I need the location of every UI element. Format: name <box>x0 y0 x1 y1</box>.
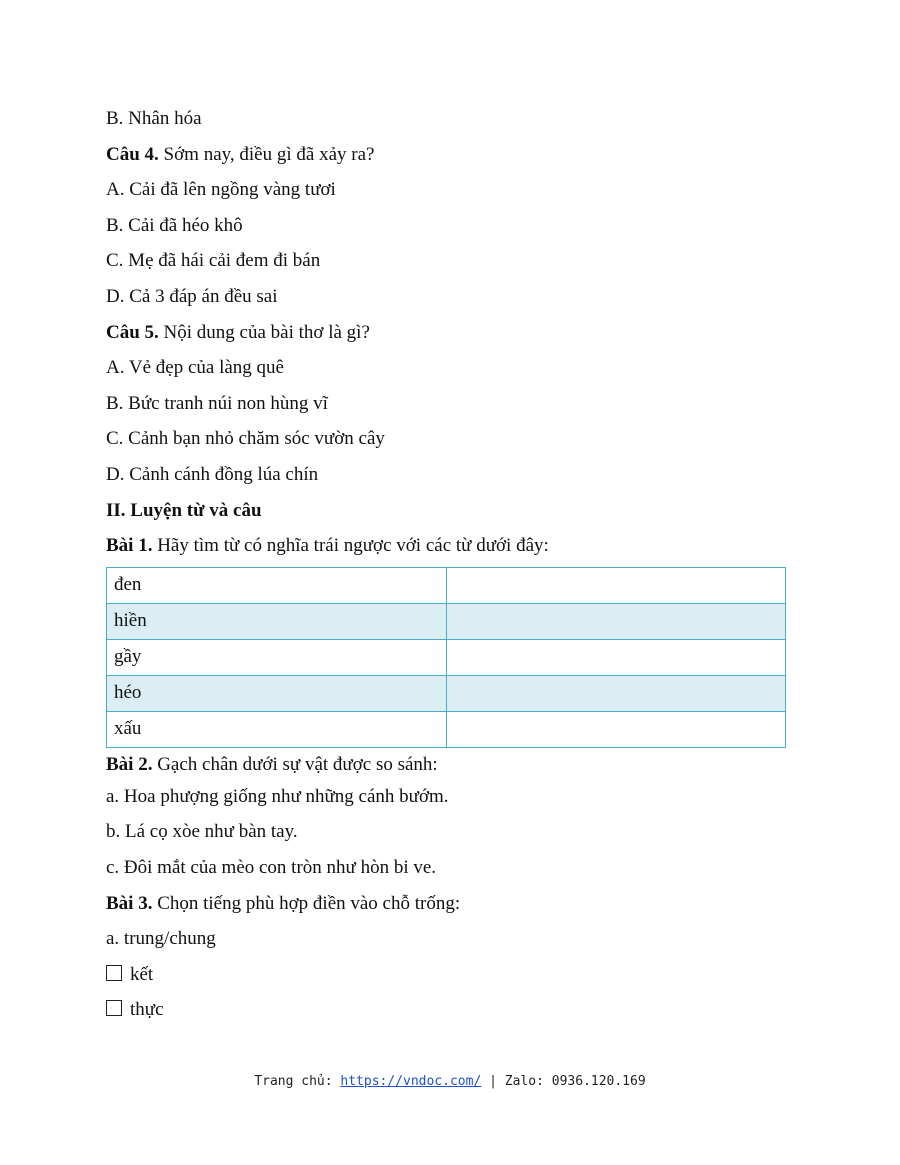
question-5-text: Nội dung của bài thơ là gì? <box>158 321 370 343</box>
q5-option-d: D. Cảnh cánh đồng lúa chín <box>106 463 319 485</box>
table-cell-answer[interactable] <box>446 639 786 675</box>
checkbox-icon[interactable] <box>106 1000 122 1016</box>
q4-option-a: A. Cải đã lên ngồng vàng tươi <box>106 179 336 201</box>
q5-option-a: A. Vẻ đẹp của làng quê <box>106 357 284 379</box>
table-cell-word: đen <box>107 567 447 603</box>
exercise-3-item-a: a. trung/chung <box>106 928 216 950</box>
antonym-table <box>106 567 786 748</box>
table-cell-word: héo <box>107 675 447 711</box>
exercise-1-text: Hãy tìm từ có nghĩa trái ngược với các từ dưới đây: <box>152 535 549 557</box>
question-4 <box>106 140 796 176</box>
exercise-3-label: Bài 3. <box>106 892 153 914</box>
exercise-2-item-c: c. Đôi mắt của mèo con tròn như hòn bi ve. <box>106 856 437 878</box>
q4-option-c: C. Mẹ đã hái cải đem đi bán <box>106 250 321 272</box>
exercise-2-label: Bài 2. <box>106 753 153 775</box>
exercise-1 <box>106 531 796 567</box>
document-body <box>106 104 796 1031</box>
exercise-2-item-b: b. Lá cọ xòe như bàn tay. <box>106 821 298 843</box>
table-cell-answer[interactable] <box>446 567 786 603</box>
q5-option-c: C. Cảnh bạn nhỏ chăm sóc vườn cây <box>106 428 385 450</box>
table-cell-word: xấu <box>107 711 447 747</box>
checkbox-icon[interactable] <box>106 965 122 981</box>
exercise-3-text: Chọn tiếng phù hợp điền vào chỗ trống: <box>152 892 461 914</box>
table-cell-word: gầy <box>107 639 447 675</box>
page-footer <box>0 1074 900 1089</box>
exercise-2 <box>106 750 796 782</box>
footer-suffix: | Zalo: 0936.120.169 <box>481 1074 646 1089</box>
table-row <box>107 711 786 747</box>
q5-option-b: B. Bức tranh núi non hùng vĩ <box>106 392 328 414</box>
exercise-3-option-2 <box>106 995 796 1031</box>
exercise-3-option-1 <box>106 960 796 996</box>
table-row <box>107 603 786 639</box>
footer-prefix: Trang chủ: <box>254 1074 341 1089</box>
exercise-2-text: Gạch chân dưới sự vật được so sánh: <box>152 753 438 775</box>
q4-option-b: B. Cải đã héo khô <box>106 214 243 236</box>
q3-option-b: B. Nhân hóa <box>106 108 202 129</box>
footer-link[interactable]: https://vndoc.com/ <box>340 1074 482 1089</box>
exercise-2-item-a: a. Hoa phượng giống như những cánh bướm. <box>106 785 449 807</box>
table-row <box>107 567 786 603</box>
q4-option-d: D. Cả 3 đáp án đều sai <box>106 285 278 307</box>
question-4-label: Câu 4. <box>106 143 159 165</box>
table-row <box>107 639 786 675</box>
option-label: thực <box>130 999 164 1021</box>
exercise-1-label: Bài 1. <box>106 535 153 557</box>
table-cell-answer[interactable] <box>446 603 786 639</box>
table-cell-word: hiền <box>107 603 447 639</box>
table-row <box>107 675 786 711</box>
question-5 <box>106 318 796 354</box>
section-heading: II. Luyện từ và câu <box>106 499 262 521</box>
question-4-text: Sớm nay, điều gì đã xảy ra? <box>158 143 375 165</box>
table-cell-answer[interactable] <box>446 711 786 747</box>
question-5-label: Câu 5. <box>106 321 159 343</box>
table-cell-answer[interactable] <box>446 675 786 711</box>
exercise-3 <box>106 889 796 925</box>
option-label: kết <box>130 963 154 985</box>
